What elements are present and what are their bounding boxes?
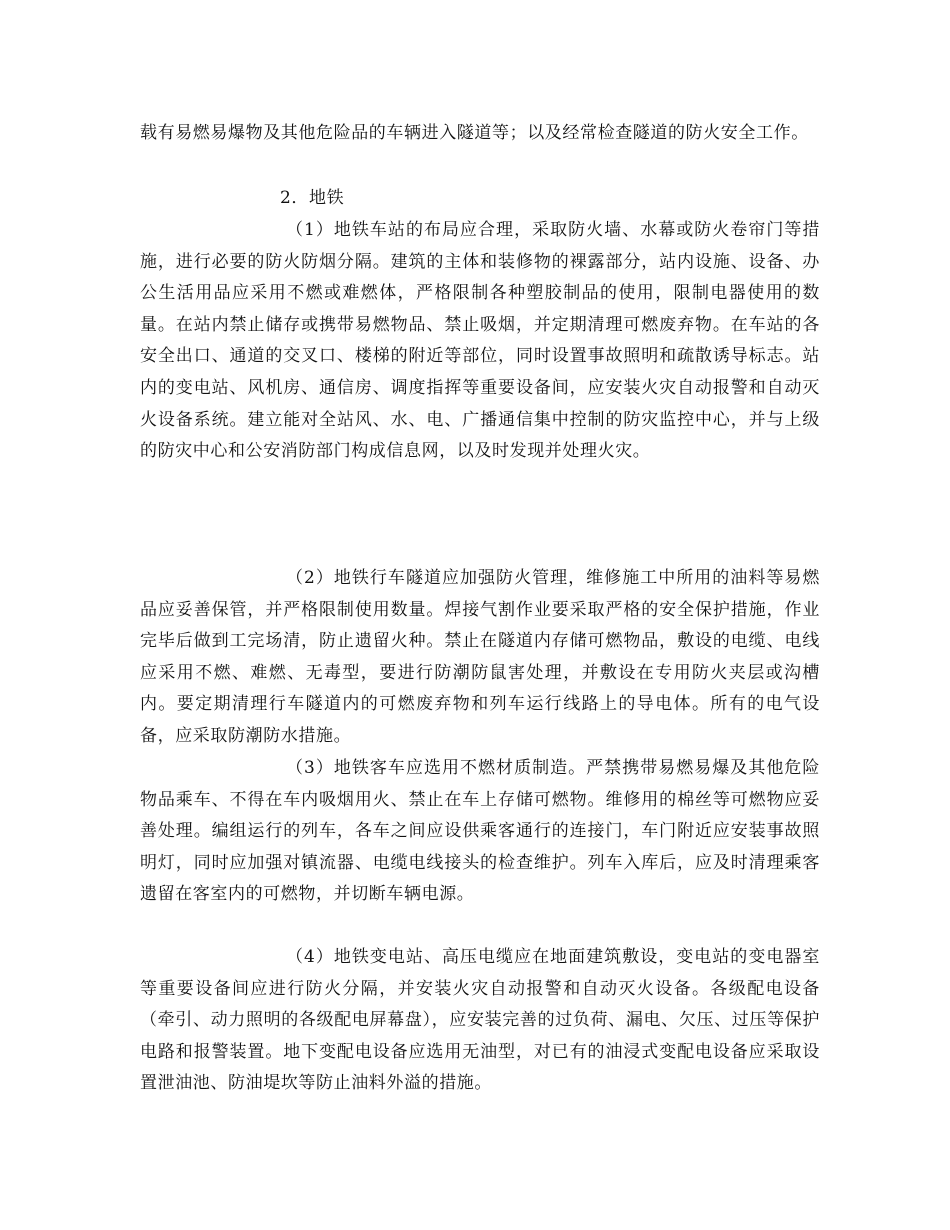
paragraph-item-1: （1）地铁车站的布局应合理，采取防火墙、水幕或防火卷帘门等措施，进行必要的防火防烟分隔。建筑的主体和装修物的裸露部分，站内设施、设备、办公生活用品应采用不燃或难燃体，严格限制各种塑胶制品的使用，限制电器使用的数量。在站内禁止储存或携带易燃物品、禁止吸烟，并定期清理可燃废弃物。在车站的各安全出口、通道的交叉口、楼梯的附近等部位，同时设置事故照明和疏散诱导标志。站内的变电站、风机房、通信房、调度指挥等重要设备间，应安装火灾自动报警和自动灭火设备系统。建立能对全站风、水、电、广播通信集中控制的防灾监控中心，并与上级的防灾中心和公安消防部门构成信息网，以及时发现并处理火灾。 xyxy=(140,220,820,462)
continuation-paragraph: 载有易燃易爆物及其他危险品的车辆进入隧道等；以及经常检查隧道的防火安全工作。 xyxy=(140,123,809,143)
paragraph-item-3: （3）地铁客车应选用不燃材质制造。严禁携带易燃易爆及其他危险物品乘车、不得在车内吸烟用火、禁止在车上存储可燃物。维修用的棉丝等可燃物应妥善处理。编组运行的列车，各车之间应设供乘客通行的连接门，车门附近应安装事故照明灯，同时应加强对镇流器、电缆电线接头的检查维护。列车入库后，应及时清理乘客遗留在客室内的可燃物，并切断车辆电源。 xyxy=(140,758,820,905)
section-heading-subway: 2．地铁 xyxy=(280,188,345,208)
paragraph-item-4: （4）地铁变电站、高压电缆应在地面建筑敷设，变电站的变电器室等重要设备间应进行防火分隔，并安装火灾自动报警和自动灭火设备。各级配电设备（牵引、动力照明的各级配电屏幕盘），应安装完善的过负荷、漏电、欠压、过压等保护电路和报警装置。地下变配电设备应选用无油型，对已有的油浸式变配电设备应采取设置泄油池、防油堤坎等防止油料外溢的措施。 xyxy=(140,947,820,1094)
paragraph-item-2: （2）地铁行车隧道应加强防火管理，维修施工中所用的油料等易燃品应妥善保管，并严格限制使用数量。焊接气割作业要采取严格的安全保护措施，作业完毕后做到工完场清，防止遗留火种。禁止在隧道内存储可燃物品，敷设的电缆、电线应采用不燃、难燃、无毒型，要进行防潮防鼠害处理，并敷设在专用防火夹层或沟槽内。要定期清理行车隧道内的可燃废弃物和列车运行线路上的导电体。所有的电气设备，应采取防潮防水措施。 xyxy=(140,568,820,746)
